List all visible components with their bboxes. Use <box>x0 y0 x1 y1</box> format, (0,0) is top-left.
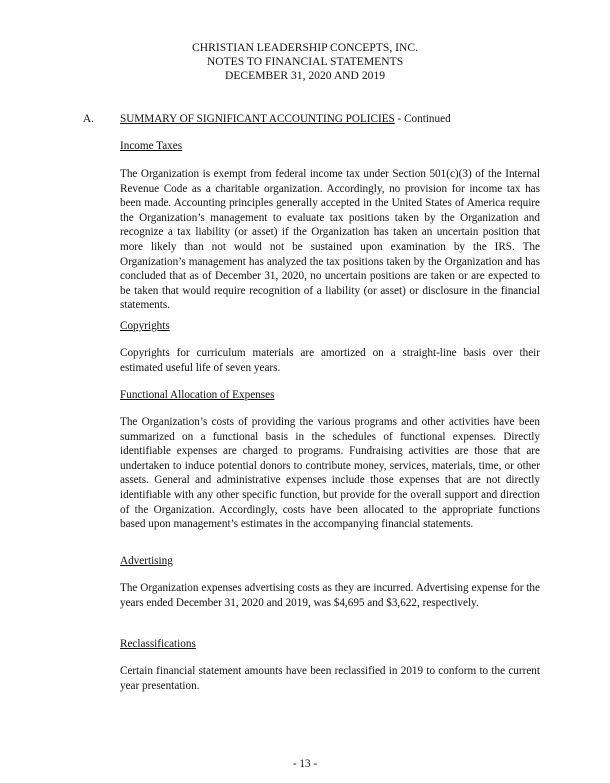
section-heading <box>120 112 451 127</box>
functional-allocation-paragraph: The Organization’s costs of providing the various programs and other activities have been summarized on a functional basis in the schedules of functional expenses. Directly identifiable expenses are charged to programs. Fundraising activities are those that are undertaken to induce potential donors to contribute money, services, materials, time, or other assets. General and administrative expenses include those expenses that are not directly identifiable with any other specific function, but provide for the overall support and direction of the Organization. Accordingly, costs have been allocated to the appropriate functions based upon management’s estimates in the accompanying financial statements. <box>120 416 540 531</box>
reclassifications-heading: Reclassifications <box>120 638 196 650</box>
section-suffix: - Continued <box>394 113 451 125</box>
copyrights-heading: Copyrights <box>120 320 170 332</box>
functional-allocation-heading: Functional Allocation of Expenses <box>120 389 275 401</box>
company-name: CHRISTIAN LEADERSHIP CONCEPTS, INC. <box>192 41 418 54</box>
page-number: - 13 - <box>292 758 318 770</box>
document-period: DECEMBER 31, 2020 AND 2019 <box>224 69 386 83</box>
copyrights-paragraph: Copyrights for curriculum materials are amortized on a straight-line basis over their estimated useful life of seven years. <box>120 347 540 374</box>
document-header <box>0 41 610 84</box>
income-taxes-heading: Income Taxes <box>120 140 183 152</box>
advertising-heading: Advertising <box>120 555 173 567</box>
document-title: NOTES TO FINANCIAL STATEMENTS <box>206 55 404 69</box>
income-taxes-paragraph: The Organization is exempt from federal income tax under Section 501(c)(3) of the Internal Revenue Code as a charitable organization. Accordingly, no provision for income tax has been made. Accounting principles generally accepted in the United States of America require the Organization’s management to evaluate tax positions taken by the Organization and recognize a tax liability (or asset) if the Organization has taken an uncertain position that more likely than not would not be sustained upon examination by the IRS. The Organization’s management has analyzed the tax positions taken by the Organization and has concluded that as of December 31, 2020, no uncertain positions are taken or are expected to be taken that would require recognition of a liability (or asset) or disclosure in the financial statements. <box>120 168 540 312</box>
reclassifications-paragraph: Certain financial statement amounts have been reclassified in 2019 to conform to the current year presentation. <box>120 665 540 692</box>
section-title: SUMMARY OF SIGNIFICANT ACCOUNTING POLICIES <box>120 113 395 125</box>
section-letter: A. <box>83 113 94 125</box>
advertising-paragraph: The Organization expenses advertising costs as they are incurred. Advertising expense for the years ended December 31, 2020 and 2019, was $4,695 and $3,622, respectively. <box>120 582 540 609</box>
